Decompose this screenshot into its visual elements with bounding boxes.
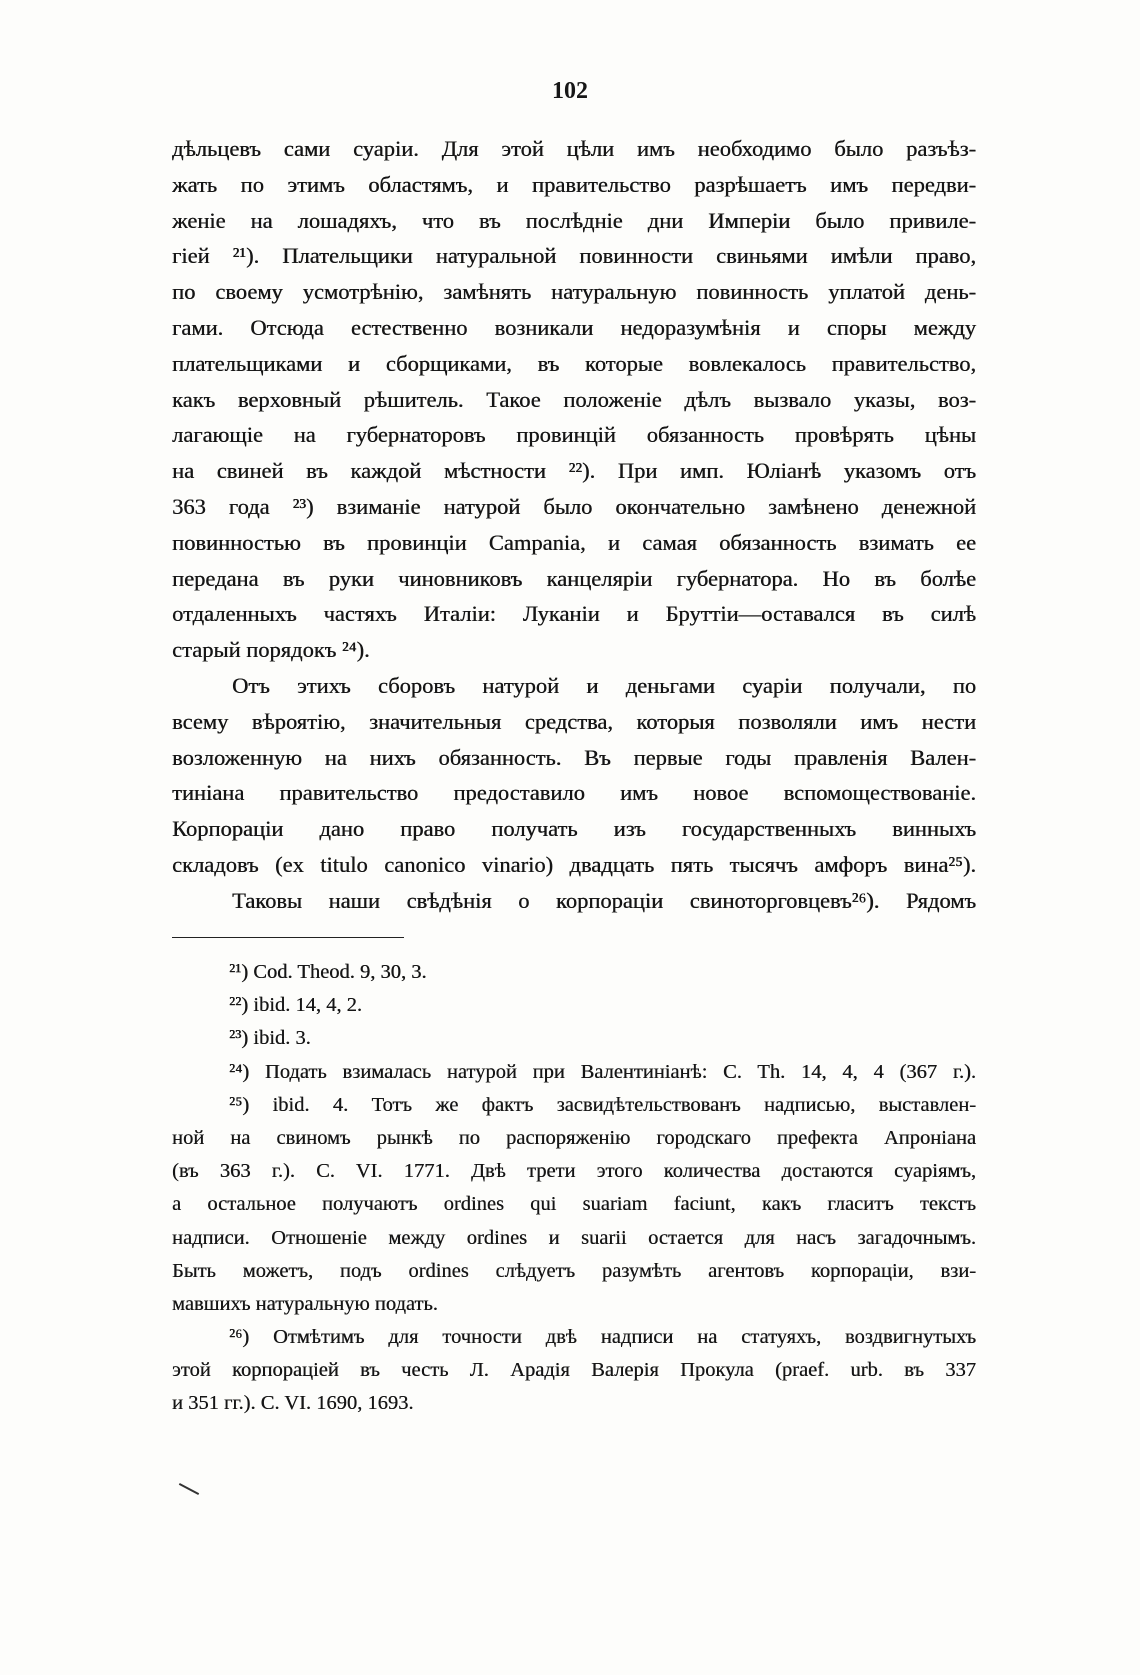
footnote-line: Быть можетъ, подъ ordines слѣдуетъ разумѣть агентовъ корпораціи, взи- <box>172 1259 976 1282</box>
text-line: Корпораціи дано право получать изъ государственныхъ винныхъ <box>172 816 976 842</box>
footnote-24: ²⁴) Подать взималась натурой при Валентиніанѣ: C. Th. 14, 4, 4 (367 г.). <box>229 1060 976 1083</box>
text-line: плательщиками и сборщиками, въ которые вовлекалось правительство, <box>172 350 976 376</box>
scan-smudge <box>179 1483 199 1495</box>
text-line: возложенную на нихъ обязанность. Въ первые годы правленія Вален- <box>172 744 976 770</box>
main-text <box>172 131 976 919</box>
text-line: передана въ руки чиновниковъ канцеляріи губернатора. Но въ болѣе <box>172 565 976 591</box>
paragraph-start-line: Отъ этихъ сборовъ натурой и деньгами суаріи получали, по <box>232 672 976 698</box>
footnote-line: ной на свиномъ рынкѣ по распоряженію городскаго префекта Апроніана <box>172 1126 976 1149</box>
text-line: 363 года ²³) взиманіе натурой было окончательно замѣнено денежной <box>172 493 976 519</box>
footnote-23: ²³) ibid. 3. <box>229 1027 311 1050</box>
page-number: 102 <box>552 78 588 104</box>
footnote-line: и 351 гг.). C. VI. 1690, 1693. <box>172 1392 414 1415</box>
text-line: на свиней въ каждой мѣстности ²²). При имп. Юліанѣ указомъ отъ <box>172 458 976 484</box>
text-line: старый порядокъ ²⁴). <box>172 637 370 663</box>
text-line: отдаленныхъ частяхъ Италіи: Луканіи и Бруттіи—оставался въ силѣ <box>172 601 976 627</box>
text-line: гіей ²¹). Плательщики натуральной повинности свиньями имѣли право, <box>172 243 976 269</box>
text-line: дѣльцевъ сами суаріи. Для этой цѣли имъ необходимо было разъѣз- <box>172 136 976 161</box>
footnote-26: ²⁶) Отмѣтимъ для точности двѣ надписи на статуяхъ, воздвигнутыхъ <box>229 1326 976 1349</box>
text-line: какъ верховный рѣшитель. Такое положеніе дѣлъ вызвало указы, воз- <box>172 386 976 412</box>
footnote-line: этой корпораціей въ честь Л. Арадія Валерія Прокула (praef. urb. въ 337 <box>172 1359 976 1382</box>
text-line: всему вѣроятію, значительныя средства, которыя позволяли имъ нести <box>172 708 976 734</box>
paragraph-start-line: Таковы наши свѣдѣнія о корпораціи свиноторговцевъ²⁶). Рядомъ <box>232 887 976 913</box>
footnote-line: (въ 363 г.). C. VI. 1771. Двѣ трети этого количества достаются суаріямъ, <box>172 1160 976 1183</box>
text-line: гами. Отсюда естественно возникали недоразумѣнія и споры между <box>172 314 976 340</box>
footnote-separator <box>172 937 404 938</box>
footnote-line: мавшихъ натуральную подать. <box>172 1292 438 1315</box>
footnote-22: ²²) ibid. 14, 4, 2. <box>229 994 363 1017</box>
text-line: тиніана правительство предоставило имъ новое вспомоществованіе. <box>172 780 976 806</box>
text-line: лагающіе на губернаторовъ провинцій обязанность провѣрять цѣны <box>172 422 976 448</box>
text-line: повинностью въ провинціи Campania, и самая обязанность взимать ее <box>172 529 976 555</box>
footnote-21: ²¹) Cod. Theod. 9, 30, 3. <box>229 961 427 983</box>
text-line: женіе на лошадяхъ, что въ послѣдніе дни Имперіи было привиле- <box>172 207 976 233</box>
text-line: по своему усмотрѣнію, замѣнять натуральную повинность уплатой день- <box>172 279 976 305</box>
footnote-line: надписи. Отношеніе между ordines и suarii остается для насъ загадочнымъ. <box>172 1226 976 1249</box>
footnote-25: ²⁵) ibid. 4. Тотъ же фактъ засвидѣтельствованъ надписью, выставлен- <box>229 1093 976 1116</box>
footnote-line: а остальное получаютъ ordines qui suariam faciunt, какъ гласитъ текстъ <box>172 1193 976 1216</box>
text-line: складовъ (ex titulo canonico vinario) двадцать пять тысячъ амфоръ вина²⁵). <box>172 851 976 877</box>
footnotes <box>172 956 976 1421</box>
text-line: жать по этимъ областямъ, и правительство разрѣшаетъ имъ передви- <box>172 171 976 197</box>
